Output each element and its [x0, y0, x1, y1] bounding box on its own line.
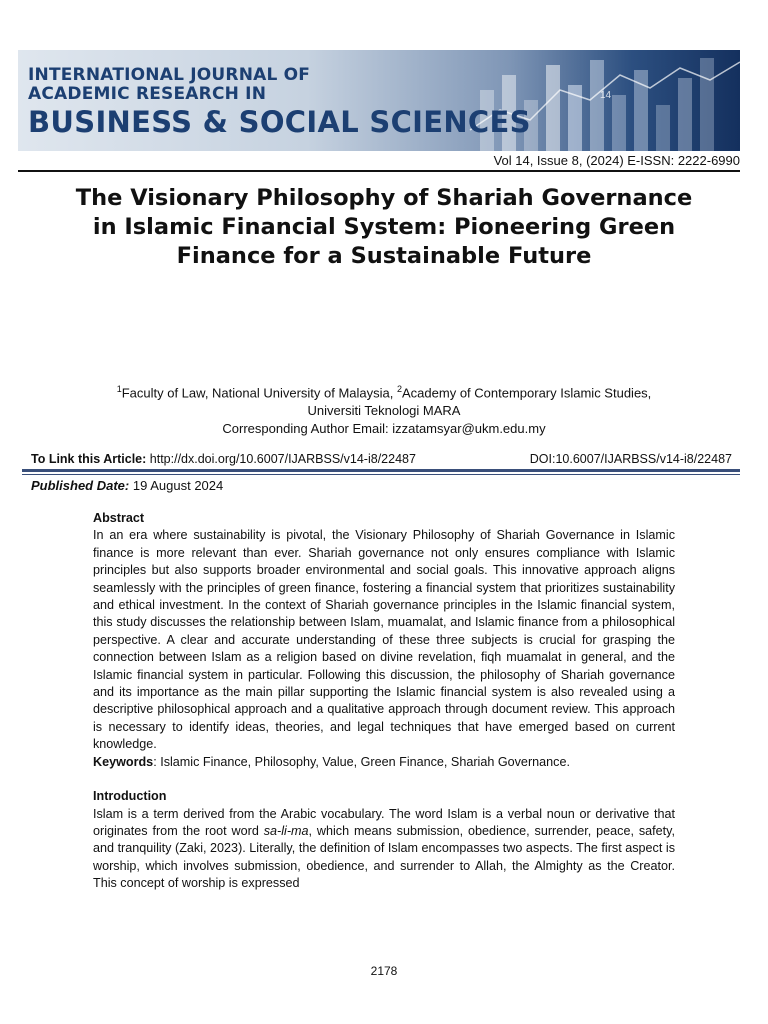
- banner-art-number: 14: [600, 90, 612, 101]
- doi-text[interactable]: DOI:10.6007/IJARBSS/v14-i8/22487: [529, 452, 732, 466]
- introduction-text: [93, 806, 675, 893]
- corresponding-email[interactable]: Corresponding Author Email: izzatamsyar@ukm.edu.my: [222, 421, 546, 437]
- section-gap: [93, 771, 675, 788]
- affiliation-line2: Universiti Teknologi MARA: [307, 403, 461, 419]
- published-label: Published Date:: [31, 478, 130, 493]
- keywords-label: Keywords: [93, 754, 154, 769]
- link-rule-thin: [22, 474, 740, 475]
- keywords: [93, 754, 675, 771]
- banner-text: [28, 66, 531, 140]
- journal-name-line2: ACADEMIC RESEARCH IN: [28, 84, 267, 104]
- header-rule: [18, 170, 740, 172]
- journal-banner: [18, 50, 740, 151]
- link-rule-thick: [22, 469, 740, 472]
- affiliation-2: Academy of Contemporary Islamic Studies,: [402, 385, 652, 401]
- link-label: To Link this Article:: [31, 452, 147, 466]
- affiliation-1: Faculty of Law, National University of Malaysia,: [121, 385, 397, 401]
- affiliation-sup2: 2: [397, 384, 403, 394]
- keywords-text: : Islamic Finance, Philosophy, Value, Green Finance, Shariah Governance.: [153, 754, 570, 769]
- intro-root-word: sa-li-ma: [263, 823, 309, 838]
- intro-text-after: , which means submission, obedience, surrender, peace, safety, and tranquility (Zaki, 2023). Literally, the definition of Islam encompasses two aspects. The first aspect is worship, which involves submission, obedience, and surrender to Allah, the Almighty as the Creator. This concept of worship is expressed: [93, 823, 676, 891]
- published-value: 19 August 2024: [132, 478, 224, 493]
- article-link-row: [31, 452, 732, 466]
- link-url[interactable]: http://dx.doi.org/10.6007/IJARBSS/v14-i8/22487: [149, 452, 416, 466]
- abstract-text: In an era where sustainability is pivotal, the Visionary Philosophy of Shariah Governance in Islamic finance is more relevant than ever. Shariah governance not only ensures compliance with Islamic principles but also supports broader environmental and social goals. This innovative approach aligns seamlessly with the principles of green finance, fostering a financial system that prioritizes sustainability and ethical investment. In the context of Shariah governance principles in the Islamic financial system, this study discusses the relationship between Islam, muamalat, and Islamic finance from a philosophical perspective. A clear and accurate understanding of these three subjects is crucial for grasping the connection between Islam as a religion based on divine revelation, fiqh muamalat in general, and the Islamic financial system in particular. Following this discussion, the philosophy of Shariah governance and its importance as the main pillar supporting the Islamic financial system is also revealed using a descriptive philosophical approach and a qualitative approach through document review. This approach is necessary to identify ideas, theories, and legal techniques that have emerged based on current knowledge.: [93, 528, 675, 752]
- article-title: The Visionary Philosophy of Shariah Governance in Islamic Financial System: Pioneering Green Finance for a Sustainable Future: [75, 185, 693, 269]
- article-body: [93, 510, 675, 893]
- article-link: [31, 452, 416, 466]
- issue-meta: Vol 14, Issue 8, (2024) E-ISSN: 2222-6990: [493, 153, 740, 168]
- journal-name-line1: INTERNATIONAL JOURNAL OF: [28, 65, 311, 85]
- page-number: 2178: [370, 964, 398, 978]
- affiliation-line1: [60, 380, 708, 402]
- published-date: [31, 478, 223, 493]
- abstract-heading: Abstract: [93, 511, 145, 525]
- intro-text-before: Islam is a term derived from the Arabic vocabulary. The word Islam is a verbal noun or derivative that originates from the root word: [93, 806, 675, 838]
- introduction-heading: Introduction: [93, 789, 167, 804]
- journal-name-line3: BUSINESS & SOCIAL SCIENCES: [28, 105, 531, 139]
- affiliation-sup1: 1: [116, 384, 122, 394]
- affiliations: [60, 380, 708, 438]
